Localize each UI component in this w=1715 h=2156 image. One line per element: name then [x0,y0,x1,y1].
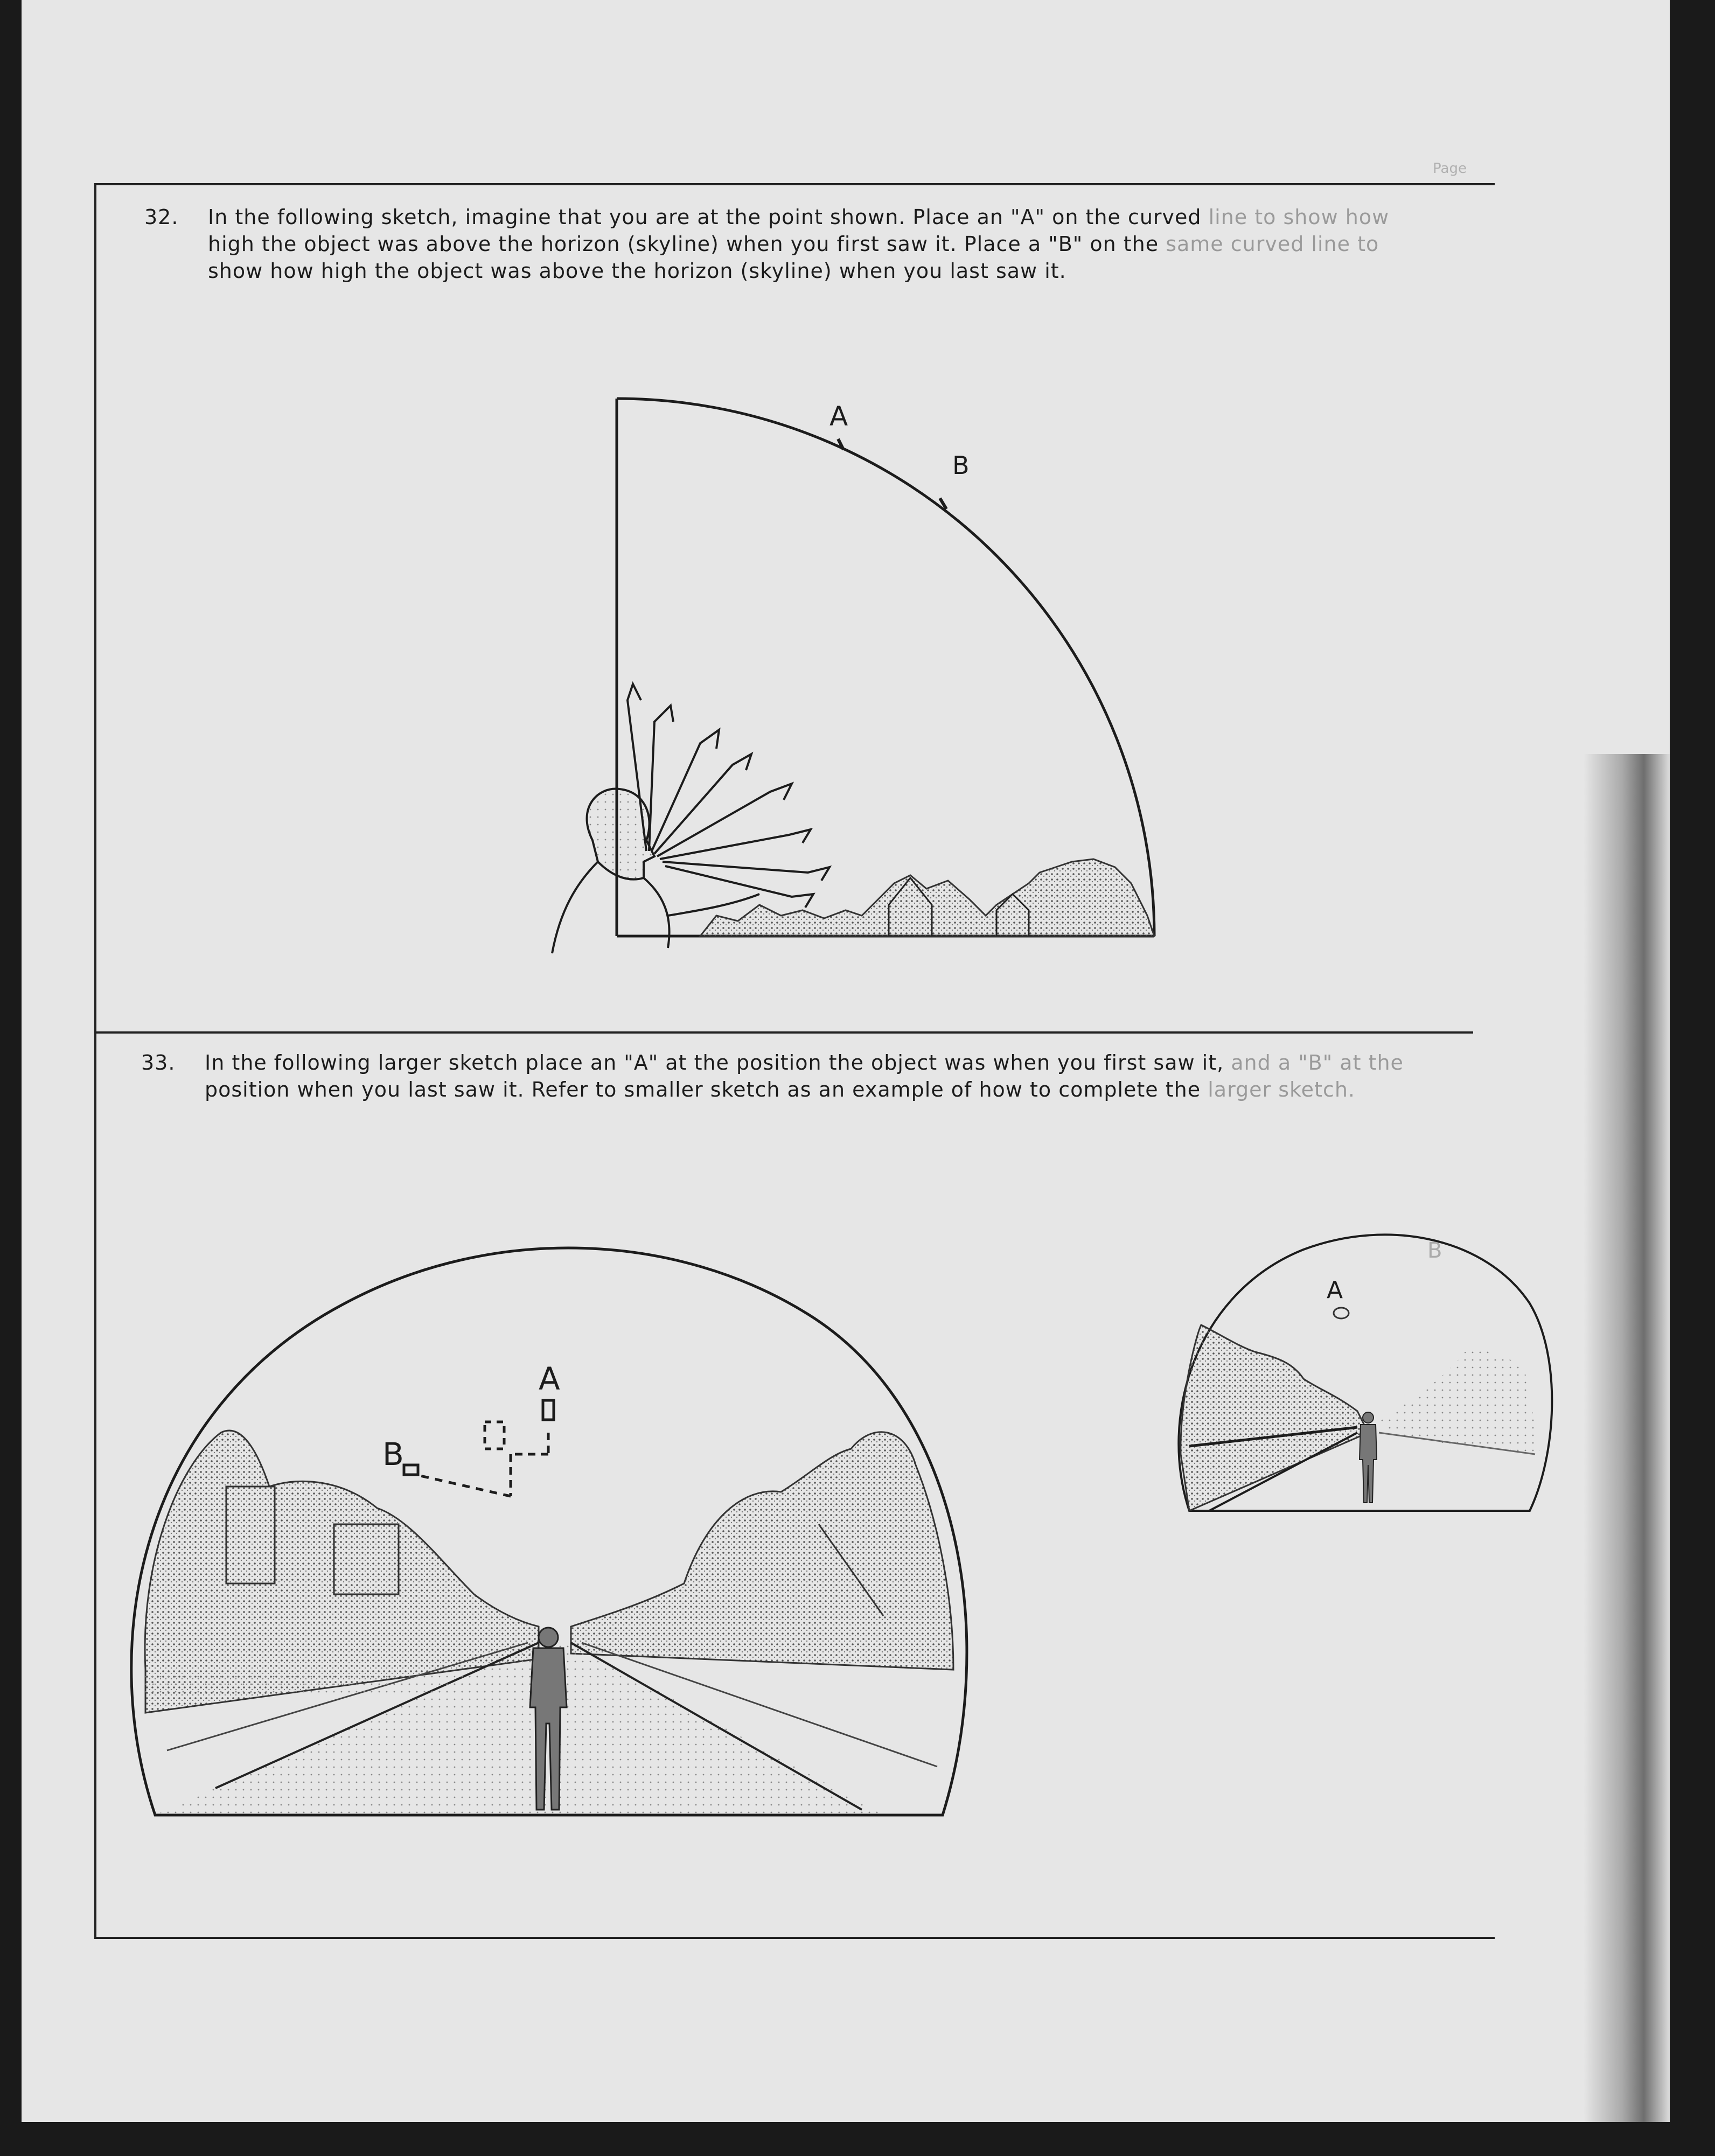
arc-label-a: A [829,401,848,432]
quarter-circle-arc [617,399,1154,936]
question-32-line-1: In the following sketch, imagine that you are at the point shown. Place an "A" on the curved line to show how [208,205,1390,229]
question-32-line-2: high the object was above the horizon (skyline) when you first saw it. Place a "B" on the same curved line to [208,232,1379,256]
small-sketch-label-b: B [1427,1238,1442,1263]
page-note: Page [1433,161,1467,177]
question-32-number: 32. [144,205,179,229]
quarter-circle-sketch [552,399,1154,953]
question-33-number: 33. [141,1051,176,1074]
large-sketch-label-a: A [539,1360,560,1397]
small-sketch-label-a: A [1327,1276,1343,1304]
question-33-line-2: position when you last saw it. Refer to smaller sketch as an example of how to complete the larger sketch. [205,1078,1356,1101]
question-33-line-1: In the following larger sketch place an "A" at the position the object was when you first saw it, and a "B" at the [205,1051,1404,1074]
question-32-line-3: show how high the object was above the horizon (skyline) when you last saw it. [208,259,1066,283]
small-example-sketch [1179,1234,1552,1511]
large-dome-sketch [131,1248,967,1815]
pointing-hands [628,684,829,908]
arc-mark-b [940,451,970,509]
arc-label-b: B [952,451,970,480]
large-sketch-label-b: B [382,1436,404,1473]
